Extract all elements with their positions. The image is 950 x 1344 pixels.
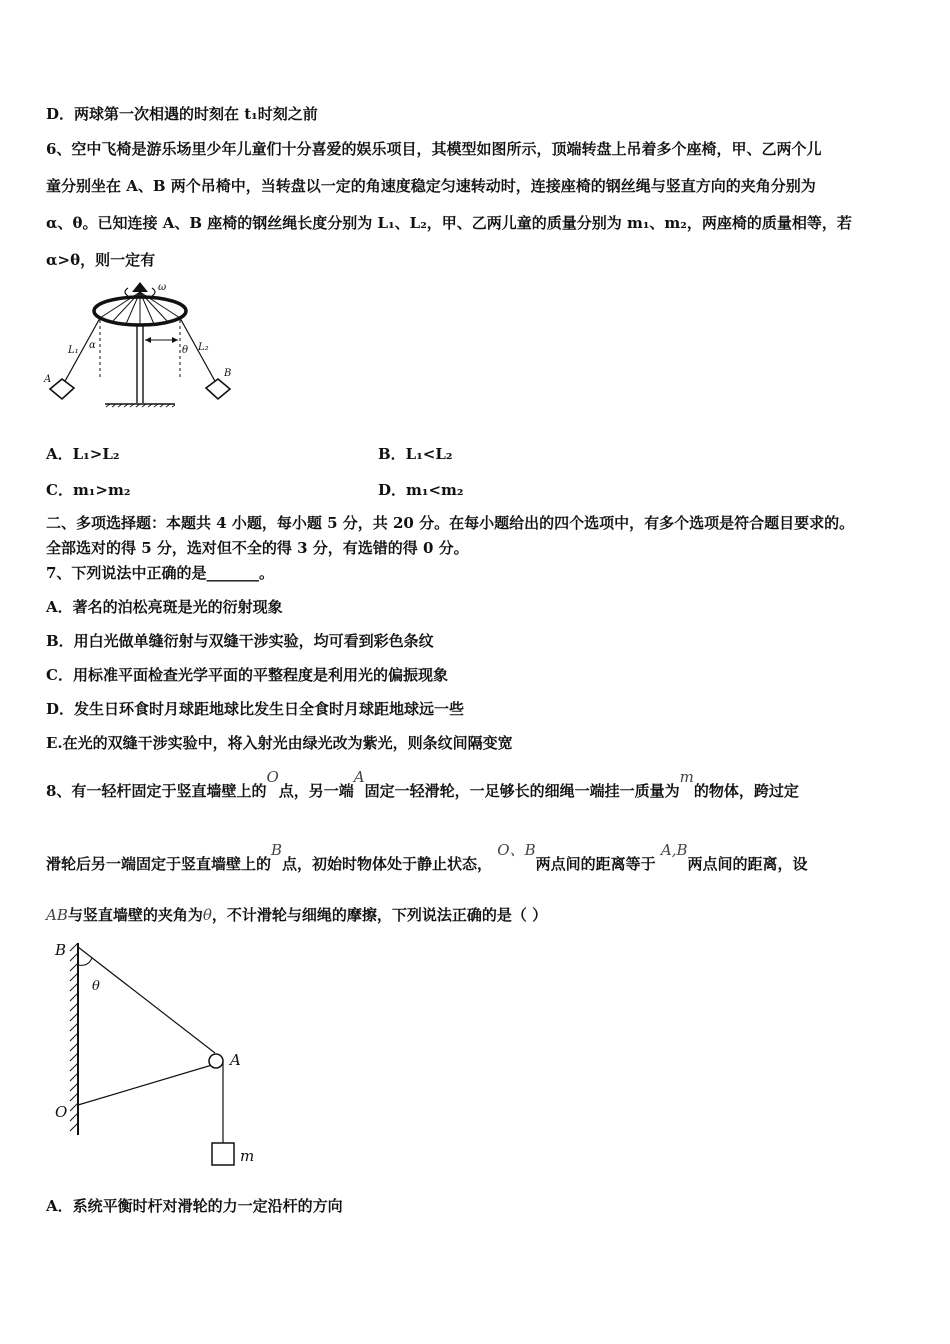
section2-heading-line1: 二、多项选择题：本题共 4 小题，每小题 5 分，共 20 分。在每小题给出的四个选项中，有多个选项是符合题目要求的。 (46, 514, 855, 532)
q6-stem-line1: 6、空中飞椅是游乐场里少年儿童们十分喜爱的娱乐项目，其模型如图所示，顶端转盘上吊着多个座椅，甲、乙两个儿 (46, 140, 822, 158)
q8-label-theta: θ (92, 979, 100, 994)
q6-label-A: A (44, 374, 52, 385)
q7-stem: 7、下列说法中正确的是_______。 (46, 564, 274, 582)
q6-stem-line4: α>θ，则一定有 (46, 251, 156, 269)
q6-label-B: B (224, 368, 232, 379)
q6-label-theta: θ (182, 345, 189, 356)
q6-seat-B (206, 379, 230, 399)
q8-sym-AB2: AB (46, 906, 68, 924)
q8-stem-line3: AB与竖直墙壁的夹角为θ，不计滑轮与细绳的摩擦，下列说法正确的是（ ） (46, 906, 548, 924)
q6-figure (40, 278, 250, 413)
q8-label-B: B (55, 941, 67, 959)
q7-option-e: E.在光的双缝干涉实验中，将入射光由绿光改为紫光，则条纹间隔变宽 (46, 734, 513, 752)
q8-sym-theta: θ (202, 906, 212, 924)
q8-rod-OA (78, 1065, 212, 1105)
q7-option-b: B．用白光做单缝衍射与双缝干涉实验，均可看到彩色条纹 (46, 632, 434, 650)
q8-stem-line2: 滑轮后另一端固定于竖直墙壁上的B点，初始时物体处于静止状态， O、B两点间的距离等于 A,B两点间的距离，设 (46, 841, 808, 873)
section2-heading-line2: 全部选对的得 5 分，选对但不全的得 3 分，有选错的得 0 分。 (46, 539, 469, 557)
q8-label-A: A (230, 1051, 241, 1069)
q6-stem-line3: α、θ。已知连接 A、B 座椅的钢丝绳长度分别为 L₁、L₂，甲、乙两儿童的质量分别为 m₁、m₂，两座椅的质量相等，若 (46, 214, 852, 232)
q8-stem-line1: 8、有一轻杆固定于竖直墙壁上的O点，另一端A固定一轻滑轮，一足够长的细绳一端挂一质量为m的物体，跨过定 (46, 768, 799, 800)
q8-sym-m: m (679, 768, 694, 786)
q8-sym-B: B (271, 841, 283, 859)
q8-label-m: m (240, 1147, 255, 1165)
q8-figure (50, 935, 280, 1175)
q8-rope-BA (78, 947, 215, 1053)
q6-option-b: B．L₁<L₂ (378, 445, 453, 463)
q8-option-a: A．系统平衡时杆对滑轮的力一定沿杆的方向 (46, 1197, 343, 1215)
q8-sym-OB: O、B (497, 841, 536, 859)
q7-option-d: D．发生日环食时月球距地球比发生日全食时月球距地球远一些 (46, 700, 465, 718)
q8-sym-O: O (266, 768, 279, 786)
q7-option-c: C．用标准平面检查光学平面的平整程度是利用光的偏振现象 (46, 666, 448, 684)
q6-stem-line2: 童分别坐在 A、B 两个吊椅中，当转盘以一定的角速度稳定匀速转动时，连接座椅的钢丝绳与竖直方向的夹角分别为 (46, 177, 816, 195)
q8-mass-block (212, 1143, 234, 1165)
q6-option-d: D．m₁<m₂ (378, 481, 464, 499)
q6-option-c: C．m₁>m₂ (46, 481, 131, 499)
q6-label-alpha: α (89, 340, 96, 351)
q6-label-L2: L₂ (198, 342, 209, 353)
q8-pulley (209, 1054, 223, 1068)
q8-sym-AB: A,B (660, 841, 688, 859)
q6-option-a: A．L₁>L₂ (46, 445, 120, 463)
q6-label-L1: L₁ (68, 345, 79, 356)
q8-wall-hatch (70, 943, 78, 1131)
q6-seat-A (50, 379, 74, 399)
q8-label-O: O (55, 1103, 68, 1121)
q6-omega-label: ω (158, 282, 167, 293)
q8-sym-A: A (353, 768, 365, 786)
q6-top-knob (132, 282, 148, 292)
q5-option-d: D．两球第一次相遇的时刻在 t₁时刻之前 (46, 105, 318, 123)
q7-option-a: A．著名的泊松亮斑是光的衍射现象 (46, 598, 283, 616)
